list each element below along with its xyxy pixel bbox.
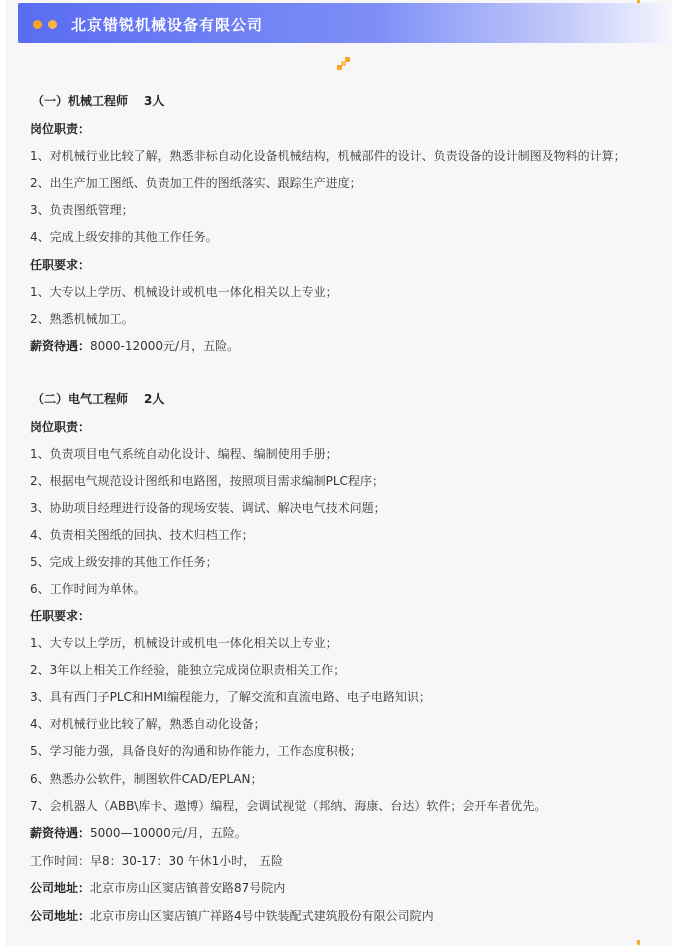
address-2 [30, 909, 434, 923]
company-header [18, 3, 668, 43]
job2-duties-label: 岗位职责： [30, 420, 91, 434]
job2-count: 2人 [144, 392, 165, 406]
job2-req-7: 7、会机器人（ABB\库卡、遨博）编程，会调试视觉（邦纳、海康、台达）软件；会开车者优先。 [30, 799, 547, 813]
job2-duty-4: 4、负责相关图纸的回执、技术归档工作； [30, 528, 254, 542]
job1-duty-1: 1、对机械行业比较了解，熟悉非标自动化设备机械结构，机械部件的设计、负责设备的设计制图及物料的计算； [30, 149, 626, 163]
job2-req-2: 2、3年以上相关工作经验，能独立完成岗位职责相关工作； [30, 663, 346, 677]
job1-heading [32, 94, 164, 108]
job1-req-1: 1、大专以上学历、机械设计或机电一体化相关以上专业； [30, 285, 338, 299]
job2-duty-5: 5、完成上级安排的其他工作任务； [30, 555, 218, 569]
job2-duty-2: 2、根据电气规范设计图纸和电路图，按照项目需求编制PLC程序； [30, 474, 384, 488]
address-2-label: 公司地址： [30, 909, 91, 923]
address-1 [30, 881, 285, 895]
job2-heading [32, 392, 164, 406]
job2-req-6: 6、熟悉办公软件，制图软件CAD/EPLAN； [30, 772, 263, 786]
job1-duty-4: 4、完成上级安排的其他工作任务。 [30, 230, 218, 244]
job1-req-2: 2、熟悉机械加工。 [30, 312, 134, 326]
job2-duty-1: 1、负责项目电气系统自动化设计、编程、编制使用手册； [30, 447, 338, 461]
company-name: 北京错锐机械设备有限公司 [71, 16, 264, 34]
corner-accent-bottom [637, 940, 640, 945]
address-2-value: 北京市房山区窦店镇广祥路4号中铁装配式建筑股份有限公司院内 [90, 909, 434, 923]
job1-duty-3: 3、负责图纸管理； [30, 203, 134, 217]
job2-salary-label: 薪资待遇： [30, 826, 91, 840]
job2-req-1: 1、大专以上学历，机械设计或机电一体化相关以上专业； [30, 636, 338, 650]
job2-duty-6: 6、工作时间为单休。 [30, 582, 146, 596]
address-1-value: 北京市房山区窦店镇普安路87号院内 [90, 881, 286, 895]
job2-hours: 工作时间：早8：30-17：30 午休1小时， 五险 [30, 854, 284, 868]
job2-req-3: 3、具有西门子PLC和HMI编程能力，了解交流和直流电路、电子电路知识； [30, 690, 431, 704]
job2-req-5: 5、学习能力强，具备良好的沟通和协作能力，工作态度积极； [30, 744, 362, 758]
job1-count: 3人 [144, 94, 165, 108]
job2-salary [30, 826, 247, 840]
job2-title: （二）电气工程师 [32, 392, 129, 406]
job1-req-label: 任职要求： [30, 258, 91, 272]
job1-salary-label: 薪资待遇： [30, 339, 91, 353]
dot-icon [48, 20, 57, 29]
job2-req-label: 任职要求： [30, 609, 91, 623]
job1-duties-label: 岗位职责： [30, 122, 91, 136]
job1-salary-value: 8000-12000元/月，五险。 [90, 339, 240, 353]
job2-salary-value: 5000—10000元/月，五险。 [90, 826, 247, 840]
dot-icon [33, 20, 42, 29]
job2-req-4: 4、对机械行业比较了解，熟悉自动化设备； [30, 717, 266, 731]
decoration-icon [337, 57, 351, 71]
address-1-label: 公司地址： [30, 881, 91, 895]
job1-salary [30, 339, 239, 353]
job2-duty-3: 3、协助项目经理进行设备的现场安装、调试、解决电气技术问题； [30, 501, 386, 515]
job1-duty-2: 2、出生产加工图纸、负责加工件的图纸落实、跟踪生产进度； [30, 176, 362, 190]
job1-title: （一）机械工程师 [32, 94, 129, 108]
